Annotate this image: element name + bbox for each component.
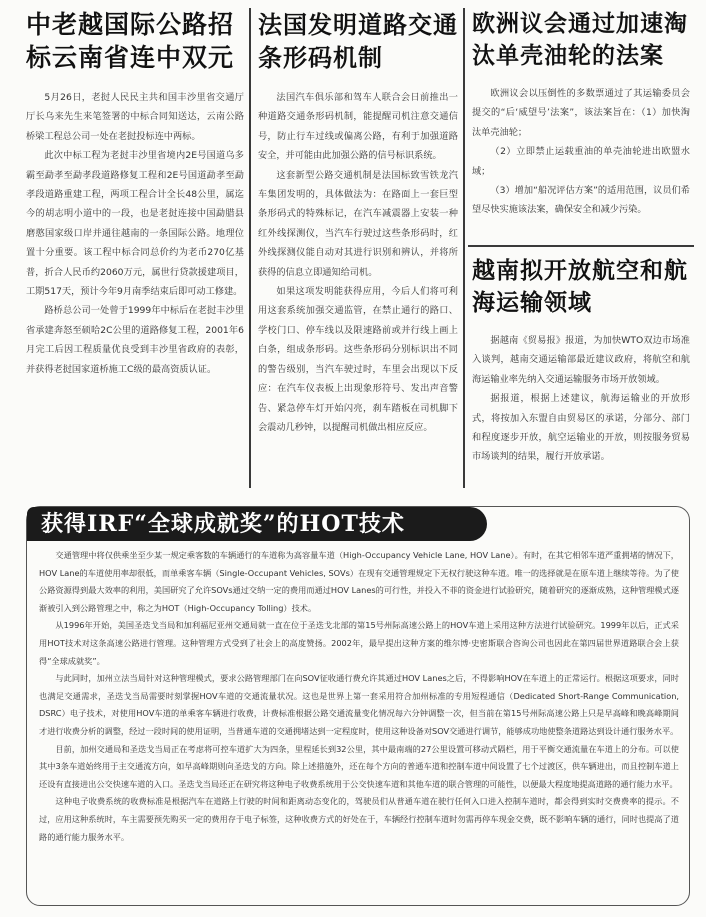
- article-paragraph: 法国汽车俱乐部和驾车人联合会日前推出一种道路交通条形码机制，能提醒司机注意交通信号，防止行车过线或偏离公路，有利于加强道路安全，并可能由此加强公路的信号标识系统。: [258, 92, 458, 162]
- section-divider: [468, 245, 694, 247]
- feature-headline: 获得IRF“全球成就奖”的HOT技术: [41, 511, 405, 537]
- article-paragraph: 目前，加州交通局和圣迭戈当局正在考虑将可控车道扩大为四条，里程延长到32公里，其中最南端的27公里设置可移动式隔栏，用于平衡交通流量在车道上的分布。可以使其中3条车道始终用于主交通流方向，如早高峰期则向圣迭戈的方向。除上述措施外，还在每个方向的普通车道和控制车道中间设置了七个过渡区，供车辆进出，而且控制车道上还设有直接进出公交快速车道的入口。圣迭戈当局还正在研究将这种电子收费系统用于公交快速车道和其他车道的联合管理的可能性，以便最大程度地提高道路的通行能力水平。: [39, 743, 679, 789]
- article-paragraph: 从1996年开始，美国圣迭戈当局和加利福尼亚州交通局就一直在位于圣迭戈北部的第15号州际高速公路上的HOV车道上采用这种方法进行试验研究。1999年以后，正式采用HOT技术对这条高速公路进行管理。这种管理方式受到了社会上的高度赞扬。2002年，最早提出这种方案的维尔博·史密斯联合咨询公司也因此在第四届世界道路联合会上获得“全球成就奖”。: [39, 620, 679, 666]
- column-divider: [463, 8, 465, 488]
- article-paragraph: 与此同时，加州立法当局针对这种管理模式，要求公路管理部门在向SOV征收通行费允许其通过HOV Lanes之后，不得影响HOV在车道上的正常运行。根据这项要求，同时也满足交通需求，圣迭戈当局需要时刻掌握HOV车道的交通流量状况。这也是世界上第一套采用符合加州标准的专用短程通信（Dedicated Short-Range Communication, DSRC）电子技术，对使用HOV车道的单乘客车辆进行收费，计费标准根据公路交通流量变化情况每六分钟调整一次，但当前在第15号州际高速公路上只是早高峰和晚高峰期间才进行收费分析的调整，经过一段时间的使用证明，当普通车道的交通拥堵达到一定程度时，使用这种设备对SOV交通进行调节，能够成功地使整条道路达到设计通行服务水平。: [39, 673, 679, 736]
- article-paragraph: 如果这项发明能获得应用，今后人们将可利用这套系统加强交通监管，在禁止通行的路口、学校门口、停车线以及限速路前或并行线上画上白条，组成条形码。这些条形码分别标识出不同的警告级别，当汽车驶过时，车里会出现以下反应：在汽车仪表板上出现象形符号、发出声音警告、紧急停车灯开始闪亮，刹车踏板在司机脚下会震动几秒钟，以提醒司机做出相应反应。: [258, 286, 458, 433]
- feature-article-hot-technology: [26, 506, 690, 906]
- feature-title-banner: [27, 507, 487, 541]
- article-paragraph: 这套新型公路交通机制是法国标致雪铁龙汽车集团发明的，具体做法为：在路面上一套巨型条形码式的特殊标记，在汽车减震器上安装一种红外线探测仪，当汽车行驶过这些条形码时，红外线探测仪能自动对其进行识别和辨认，并将所获得的信息立即通知给司机。: [258, 169, 458, 278]
- article-vietnam-transport: [472, 255, 690, 467]
- article-body: [26, 88, 244, 379]
- article-paragraph: 据报道，根据上述建议，航海运输业的开放形式，将按加入东盟自由贸易区的承诺，分部分、部门和程度逐步开放，航空运输业的开放，则按服务贸易市场谈判的结果，履行开放承诺。: [472, 393, 690, 463]
- article-body: [258, 88, 458, 437]
- article-body: [472, 84, 690, 220]
- article-paragraph: 此次中标工程为老挝丰沙里省境内2E号国道乌多霸至勐孝至勐孝段道路修复工程和2E号国道勐孝至勐孝段道路重建工程，两项工程合计全长48公里，属迄今的胡志明小道中的一段，也是老挝连接中国勐腊县磨憨国家级口岸并通往越南的一条国际公路。地理位置十分重要。该工程中标合同总价约为老币270亿基普，折合人民币约2060万元，属世行贷款援建项目，工期517天，预计今年9月南季结束后即可动工修建。: [26, 150, 244, 298]
- article-paragraph: 路桥总公司一处曾于1999年中标后在老挝丰沙里省承建奔怒至硕哈2C公里的道路修复工程，2001年6月完工后因工程质量优良受到丰沙里省政府的表彰，并获得老挝国家道桥施工C级的最高资质认证。: [26, 305, 244, 375]
- column-divider: [249, 8, 251, 488]
- article-france-barcode: [258, 8, 458, 437]
- article-paragraph: 交通管理中将仅供乘坐至少某一规定乘客数的车辆通行的车道称为高容量车道（High-Occupancy Vehicle Lane, HOV Lane）。有时，在其它相邻车道严重拥堵的情况下，HOV Lane的车道使用率却很低，而单乘客车辆（Single-Occupant Vehicles, SOVs）在现有交通管理规定下无权行驶这种车道。唯一的选择就是在原车道上继续等待。为了使公路资源得到最大效率的利用，美国研究了允许SOVs通过交纳一定的费用而通过HOV Lanes的可行性，并投入不菲的资金进行试验研究，随着研究的逐渐成熟，这种管理模式逐渐被引入到公路管理之中，称之为HOT（High-Occupancy Tolling）技术。: [39, 550, 679, 613]
- article-eu-tankers: [472, 8, 690, 220]
- article-paragraph: 欧洲议会以压倒性的多数票通过了其运输委员会提交的“后‘威望号’法案”，该法案旨在：（1）加快淘汰单壳油轮；: [472, 88, 690, 138]
- feature-body: [39, 547, 679, 846]
- article-paragraph: 据越南《贸易报》报道，为加快WTO双边市场准入谈判，越南交通运输部最近建议政府，将航空和航海运输业率先纳入交通运输服务市场开放领域。: [472, 335, 690, 385]
- article-headline: 越南拟开放航空和航海运输领域: [472, 257, 688, 316]
- article-headline: 中老越国际公路招标云南省连中双元: [26, 10, 235, 72]
- article-paragraph: （3）增加“船况评估方案”的适用范围，议员们希望尽快实施该法案，确保安全和减少污染。: [472, 185, 690, 216]
- article-headline: 欧洲议会通过加速淘汰单壳油轮的法案: [472, 10, 688, 69]
- article-headline: 法国发明道路交通条形码机制: [258, 10, 458, 72]
- article-paragraph: 5月26日，老挝人民民主共和国丰沙里省交通厅厅长乌来先生来笔签署的中标合同知送达，云南公路桥梁工程总公司一处在老挝投标连中两标。: [26, 92, 244, 142]
- article-body: [472, 331, 690, 467]
- article-paragraph: （2）立即禁止运载重油的单壳油轮进出欧盟水域；: [472, 146, 690, 177]
- article-paragraph: 这种电子收费系统的收费标准是根据汽车在道路上行驶的时间和距离动态变化的，驾驶员们从普通车道在驶行任何入口进入控制车道时，都会得到实时交费费率的提示。不过，应用这种系统时，车主需要预先购买一定的费用存于电子标签，这种收费方式的好处在于，车辆经行控制车道时勿需再停车现金交费，既不影响车辆的通行，同时也提高了道路的通行能力服务水平。: [39, 796, 679, 842]
- article-laos-road-bid: [26, 8, 244, 379]
